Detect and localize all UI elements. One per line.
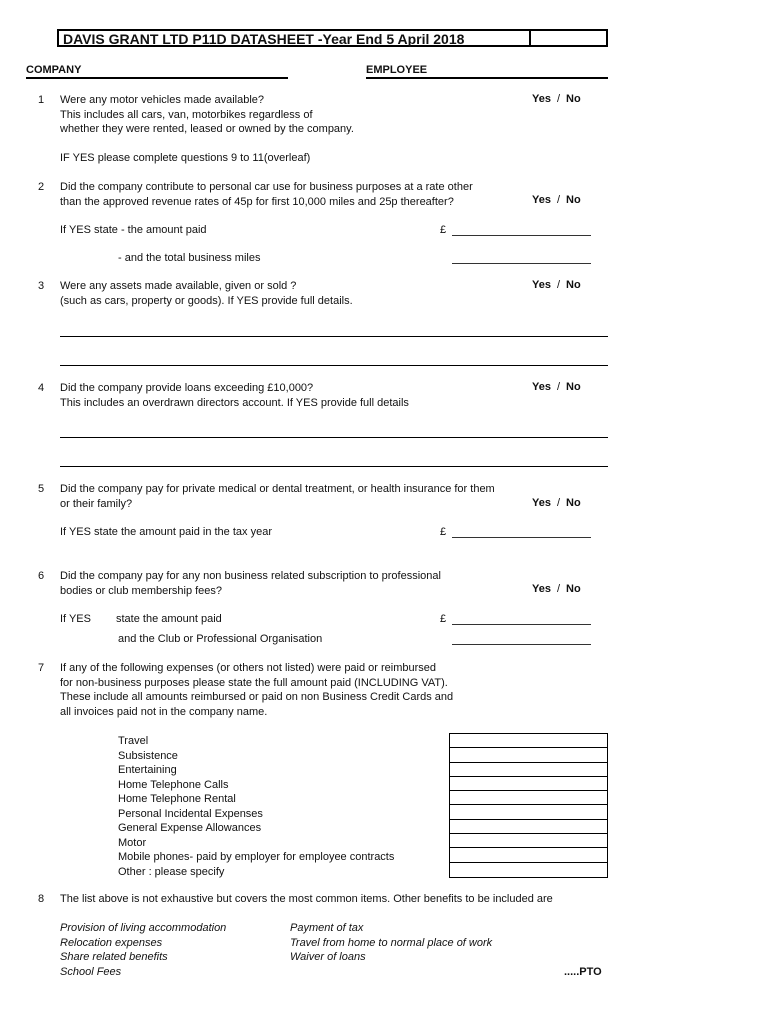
benefit-waiver-of-loans: Waiver of loans [290,951,366,963]
q3-details-line-1[interactable] [60,336,608,337]
expense-subsistence: Subsistence [118,749,178,762]
q4-yes[interactable]: Yes [532,381,551,393]
q1-yes-no[interactable] [532,93,581,105]
q6-amount-label: state the amount paid [116,613,222,625]
q5-number: 5 [38,483,45,495]
q4-text-1: Did the company provide loans exceeding £10,000? [60,382,314,394]
q6-yes[interactable]: Yes [532,583,551,595]
q7-text-4: all invoices paid not in the company name. [60,705,268,718]
employee-field[interactable] [366,77,608,79]
q3-details-line-2[interactable] [60,365,608,366]
q4-slash: / [556,381,561,393]
q1-slash: / [556,93,561,105]
q1-text-1: Were any motor vehicles made available? [60,94,265,106]
q6-currency: £ [440,613,447,625]
q5-slash: / [556,497,561,509]
expense-home-telephone-calls: Home Telephone Calls [118,778,229,791]
expense-home-telephone-rental: Home Telephone Rental [118,793,236,805]
expense-general-allowances: General Expense Allowances [118,822,262,834]
expense-other: Other : please specify [118,865,225,878]
benefit-living-accommodation: Provision of living accommodation [60,922,227,934]
q5-text-1: Did the company pay for private medical or dental treatment, or health insurance for them [60,483,495,495]
q2-yes[interactable]: Yes [532,194,551,206]
q2-text-2: than the approved revenue rates of 45p for first 10,000 miles and 25p thereafter? [60,195,454,208]
benefit-travel-home: Travel from home to normal place of work [290,936,493,949]
expense-amount-cell[interactable] [450,748,607,762]
page-title: DAVIS GRANT LTD P11D DATASHEET -Year End 5 April 2018 [63,31,465,47]
q5-amount-label: If YES state the amount paid in the tax year [60,526,272,538]
q6-yes-no[interactable] [532,583,581,595]
benefit-share-related: Share related benefits [60,951,168,963]
q5-yes-no[interactable] [532,497,581,509]
q5-currency: £ [440,526,447,538]
expense-personal-incidental: Personal Incidental Expenses [118,807,263,820]
q4-yes-no[interactable] [532,381,581,393]
benefit-relocation: Relocation expenses [60,936,163,949]
q5-yes[interactable]: Yes [532,497,551,509]
q2-miles-label: - and the total business miles [118,252,261,264]
expense-amount-cell[interactable] [450,834,607,848]
q2-miles-field[interactable] [452,253,591,264]
q3-no[interactable]: No [566,279,581,291]
expense-amount-cell[interactable] [450,734,607,748]
expense-amount-cell[interactable] [450,848,607,862]
q6-number: 6 [38,570,45,582]
company-field[interactable] [26,77,288,79]
q6-slash: / [556,583,561,595]
benefit-payment-of-tax: Payment of tax [290,922,364,934]
expense-travel: Travel [118,735,149,747]
q1-text-3: whether they were rented, leased or owned by the company. [60,123,354,135]
expense-amount-cell[interactable] [450,863,607,877]
q2-amount-field[interactable] [452,225,591,236]
q3-text-1: Were any assets made available, given or sold ? [60,280,297,292]
q7-text-1: If any of the following expenses (or others not listed) were paid or reimbursed [60,662,437,674]
q4-number: 4 [38,382,45,394]
q1-note: IF YES please complete questions 9 to 11(overleaf) [60,152,311,164]
q2-yes-no[interactable] [532,194,581,206]
q7-text-3: These include all amounts reimbursed or paid on non Business Credit Cards and [60,691,454,703]
q2-amount-label: If YES state - the amount paid [60,224,207,236]
q3-slash: / [556,279,561,291]
q6-text-1: Did the company pay for any non business related subscription to professional [60,570,441,582]
benefit-school-fees: School Fees [60,965,122,978]
q7-number: 7 [38,662,45,674]
q3-yes-no[interactable] [532,279,581,291]
q5-text-2: or their family? [60,497,133,510]
q3-number: 3 [38,280,45,292]
q7-text-2: for non-business purposes please state the full amount paid (INCLUDING VAT). [60,676,448,689]
q5-no[interactable]: No [566,497,581,509]
q1-number: 1 [38,94,45,106]
q3-text-2: (such as cars, property or goods). If YES provide full details. [60,294,353,307]
q4-no[interactable]: No [566,381,581,393]
expense-amount-cell[interactable] [450,805,607,819]
q4-text-2: This includes an overdrawn directors account. If YES provide full details [60,396,409,409]
title-box [57,29,608,47]
expense-amount-grid [449,733,608,878]
q2-number: 2 [38,181,45,193]
expense-amount-cell[interactable] [450,777,607,791]
q8-number: 8 [38,893,45,905]
q2-no[interactable]: No [566,194,581,206]
company-label: COMPANY [26,64,82,76]
q2-currency: £ [440,224,447,236]
q1-no[interactable]: No [566,93,581,105]
expense-amount-cell[interactable] [450,763,607,777]
expense-mobile-phones: Mobile phones- paid by employer for employee contracts [118,851,395,863]
expense-amount-cell[interactable] [450,791,607,805]
q6-club-label: and the Club or Professional Organisation [118,633,323,645]
q6-text-2: bodies or club membership fees? [60,584,223,597]
title-divider [529,31,531,45]
q5-amount-field[interactable] [452,527,591,538]
q6-no[interactable]: No [566,583,581,595]
q6-club-field[interactable] [452,634,591,645]
q4-details-line-2[interactable] [60,466,608,467]
q3-yes[interactable]: Yes [532,279,551,291]
q8-text: The list above is not exhaustive but covers the most common items. Other benefits to be included are [60,893,553,905]
q6-amount-field[interactable] [452,614,591,625]
employee-label: EMPLOYEE [366,64,428,76]
q6-if-yes: If YES [60,613,91,625]
expense-motor: Motor [118,836,147,849]
q4-details-line-1[interactable] [60,437,608,438]
expense-list [118,734,394,879]
q1-text-2: This includes all cars, van, motorbikes regardless of [60,108,313,121]
expense-amount-cell[interactable] [450,820,607,834]
pto-label: .....PTO [564,966,602,978]
q2-text-1: Did the company contribute to personal car use for business purposes at a rate other [60,181,473,193]
q1-yes[interactable]: Yes [532,93,551,105]
q2-slash: / [556,194,561,206]
expense-entertaining: Entertaining [118,764,177,776]
